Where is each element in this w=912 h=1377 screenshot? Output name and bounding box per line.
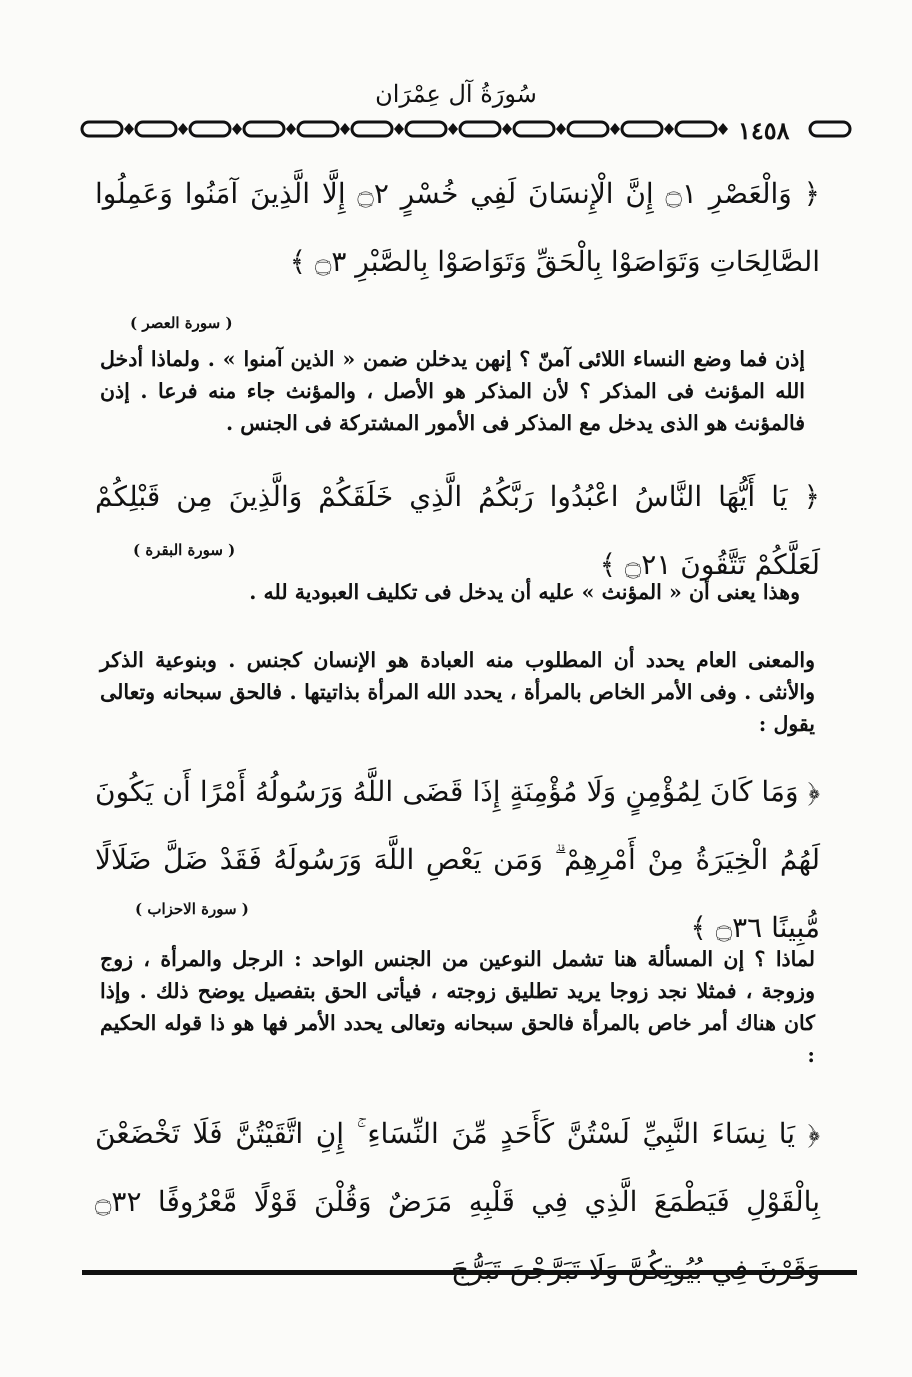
page-number: ١٤٥٨ [738,116,790,145]
paragraph-1: إذن فما وضع النساء اللائى آمنّ ؟ إنهن يدخلن ضمن « الذين آمنوا » . ولماذا أدخل الله المؤنث فى المذكر ؟ لأن المذكر هو الأصل ، والمؤنث جاء منه فرعا . إذن فالمؤنث هو الذى يدخل مع المذكر فى الأمور المشتركة فى الجنس . [100,347,805,435]
paragraph-2: وهذا يعنى أن « المؤنث » عليه أن يدخل فى تكليف العبودية لله . [249,580,800,604]
bottom-rule [82,1270,857,1275]
verse-ahzab-32: ﴿ يَا نِسَاءَ النَّبِيِّ لَسْتُنَّ كَأَحَدٍ مِّنَ النِّسَاءِ ۚ إِنِ اتَّقَيْتُنَّ فَلَا تَخْضَعْنَ بِالْقَوْلِ فَيَطْمَعَ الَّذِي فِي قَلْبِهِ مَرَضٌ وَقُلْنَ قَوْلًا مَّعْرُوفًا ۝٣٢ [95,1117,820,1218]
verse-asr: ﴿ وَالْعَصْرِ ۝١ إِنَّ الْإِنسَانَ لَفِي خُسْرٍ ۝٢ إِلَّا الَّذِينَ آمَنُوا وَعَمِلُوا الصَّالِحَاتِ وَتَوَاصَوْا بِالْحَقِّ وَتَوَاصَوْا بِالصَّبْرِ ۝٣ ﴾ [95,177,820,278]
verse-ahzab-36: ﴿ وَمَا كَانَ لِمُؤْمِنٍ وَلَا مُؤْمِنَةٍ إِذَا قَضَى اللَّهُ وَرَسُولُهُ أَمْرًا أَن يَكُونَ لَهُمُ الْخِيَرَةُ مِنْ أَمْرِهِمْ ۗ وَمَن يَعْصِ اللَّهَ وَرَسُولَهُ فَقَدْ ضَلَّ ضَلَالًا مُّبِينًا ۝٣٦ ﴾ [95,775,820,944]
source-label-ahzab: ( سورة الاحزاب ) [135,900,249,918]
surah-title: سُورَةُ آل عِمْرَان [375,80,537,108]
paragraph-4: لماذا ؟ إن المسألة هنا تشمل النوعين من الجنس الواحد : الرجل والمرأة ، زوج وزوجة ، فمثلا نجد زوجا يريد تطليق زوجته ، فيأتى الحق بتفصيل يوضح ذلك . وإذا كان هناك أمر خاص بالمرأة فالحق سبحانه وتعالى يحدد الأمر فها هو ذا قوله الحكيم : [100,947,815,1067]
source-label-baqarah: ( سورة البقرة ) [133,541,236,559]
paragraph-3: والمعنى العام يحدد أن المطلوب منه العبادة هو الإنسان كجنس . وبنوعية الذكر والأنثى . وفى الأمر الخاص بالمرأة ، يحدد الله المرأة بذاتيتها . فالحق سبحانه وتعالى يقول : [100,648,815,736]
source-label-asr: ( سورة العصر ) [130,314,233,332]
verse-baqarah: ﴿ يَا أَيُّهَا النَّاسُ اعْبُدُوا رَبَّكُمُ الَّذِي خَلَقَكُمْ وَالَّذِينَ مِن قَبْلِكُمْ لَعَلَّكُمْ تَتَّقُونَ ۝٢١ ﴾ [95,480,820,581]
